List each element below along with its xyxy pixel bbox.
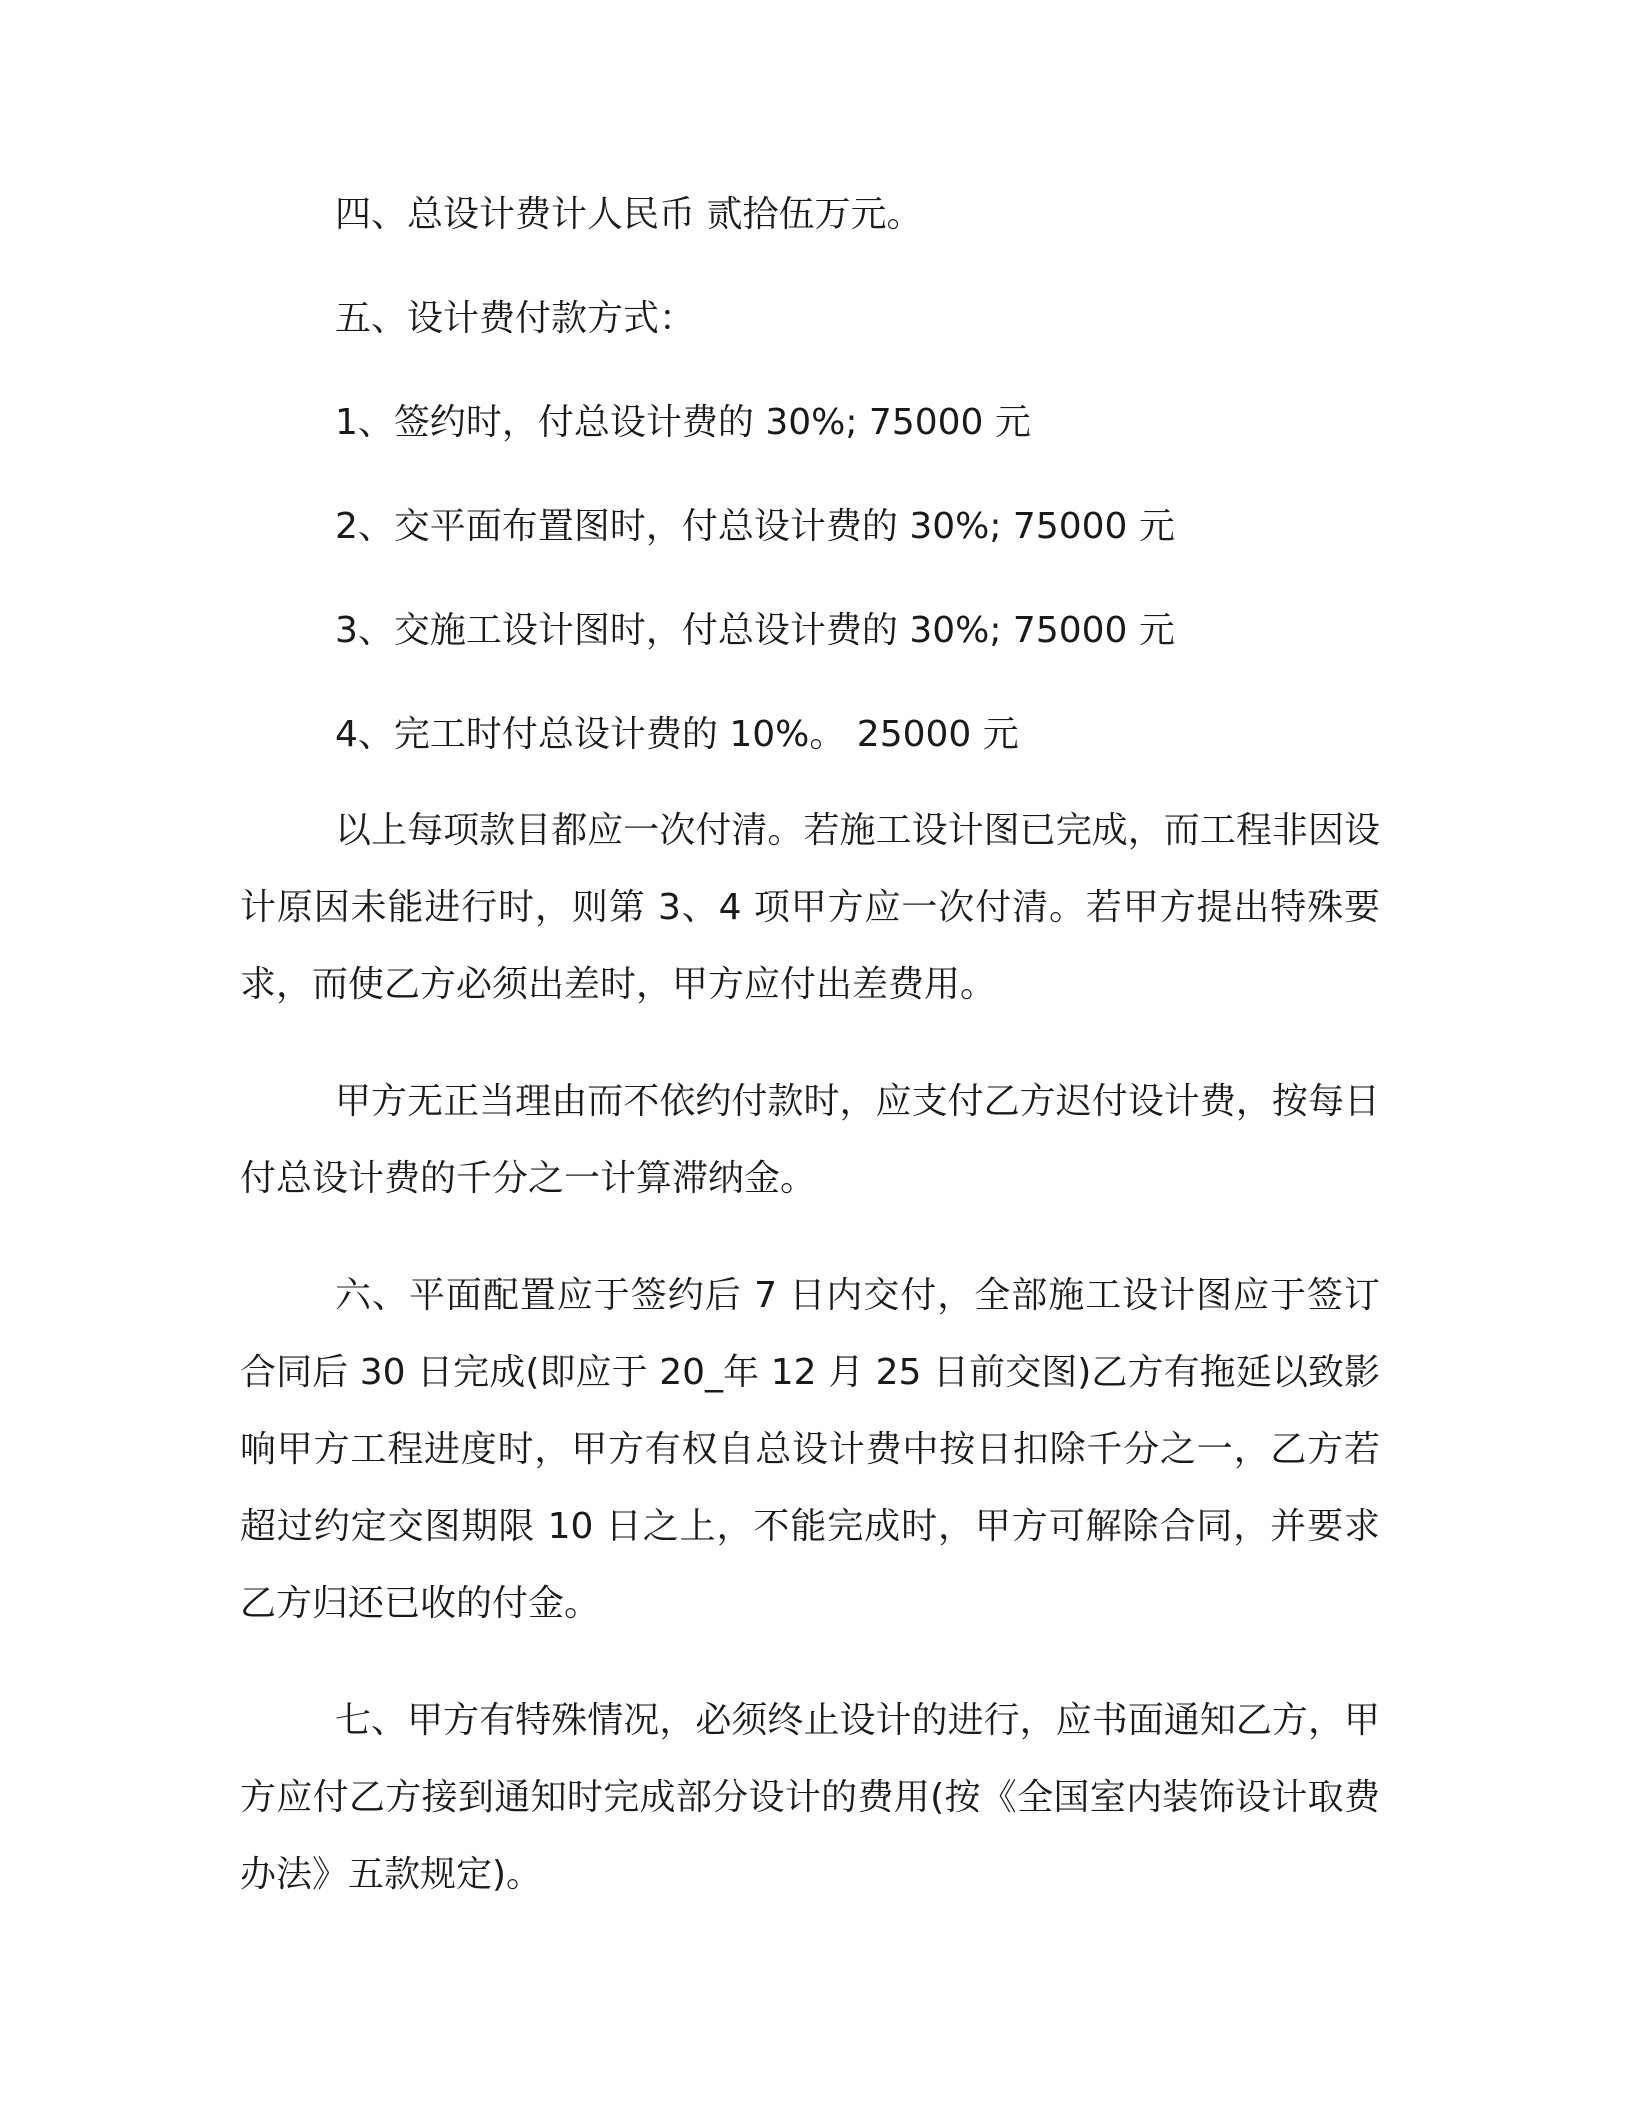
paragraph-late-fee: 甲方无正当理由而不依约付款时，应支付乙方迟付设计费，按每日付总设计费的千分之一计算滞纳金。 [240,1081,1380,1199]
document-body [240,190,1380,1913]
clause-5-payment-method: 五、设计费付款方式： [335,298,696,339]
paragraph-payment-terms: 以上每项款目都应一次付清。若施工设计图已完成，而工程非因设计原因未能进行时，则第 3、4 项甲方应一次付清。若甲方提出特殊要求，而使乙方必须出差时，甲方应付出差费用。 [240,810,1380,1005]
payment-item-1: 1、签约时，付总设计费的 30%; 75000 元 [335,402,1031,443]
payment-item-2: 2、交平面布置图时，付总设计费的 30%; 75000 元 [335,506,1175,547]
clause-7-termination: 七、甲方有特殊情况，必须终止设计的进行，应书面通知乙方，甲方应付乙方接到通知时完成部分设计的费用(按《全国室内装饰设计取费办法》五款规定)。 [240,1700,1380,1895]
clause-6-delivery: 六、平面配置应于签约后 7 日内交付，全部施工设计图应于签订合同后 30 日完成(即应于 20_年 12 月 25 日前交图)乙方有拖延以致影响甲方工程进度时，甲方有权自总设计费中按日扣除千分之一，乙方若超过约定交图期限 10 日之上，不能完成时，甲方可解除合同，并要求乙方归还已收的付金。 [240,1275,1380,1624]
payment-item-4: 4、完工时付总设计费的 10%。 25000 元 [335,714,1019,755]
payment-item-3: 3、交施工设计图时，付总设计费的 30%; 75000 元 [335,610,1175,651]
clause-4-total-fee: 四、总设计费计人民币 贰拾伍万元。 [335,194,923,235]
